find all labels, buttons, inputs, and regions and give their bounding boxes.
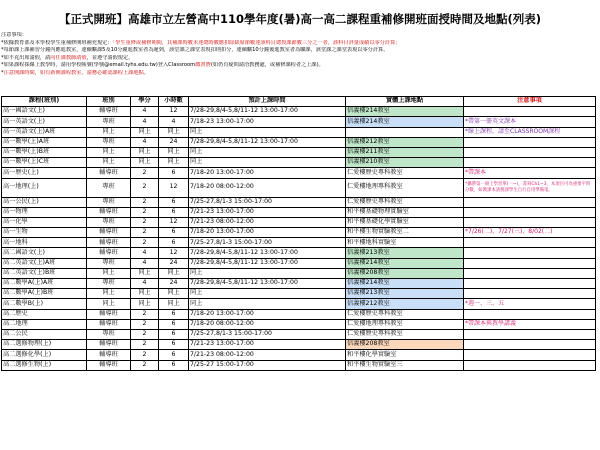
table-row (2, 238, 596, 248)
table-row (2, 107, 596, 117)
cell-note: *帶第一冊英文課本 (464, 117, 596, 127)
note-line (1, 70, 599, 78)
cell-note (464, 279, 596, 289)
cell-hours: 6 (159, 197, 189, 207)
cell-credit: 2 (131, 168, 159, 178)
cell-course: 高一物理 (2, 207, 87, 217)
cell-course: 高一數學(上)C班 (2, 158, 87, 168)
cell-course: 高二公民 (2, 329, 87, 339)
note-line-red: 「學生重修或補修期間，其補課時數未達總時數應扣除缺席節數達該科目總授課節數三分之一者，該科目評量成績以零分計算」 (112, 39, 401, 46)
cell-hours: 同上 (159, 299, 189, 309)
cell-type: 專班 (87, 178, 131, 197)
cell-type: 輔導班 (87, 340, 131, 350)
cell-course: 高二地理 (2, 319, 87, 329)
cell-time: 7/18-20 13:00-17:00 (189, 168, 346, 178)
cell-hours: 12 (159, 217, 189, 227)
table-row (2, 147, 596, 157)
cell-hours: 6 (159, 340, 189, 350)
page-title: 【正式開班】高雄市立左營高中110學年度(暑)高一高二課程重補修開班面授時間及地點(列表) (58, 12, 542, 26)
cell-time: 7/28-29,8/4-5,8/11-12 13:00-17:00 (189, 279, 346, 289)
table-row (2, 228, 596, 238)
cell-type: 同上 (87, 268, 131, 278)
cell-location: 信義樓208教室 (346, 340, 464, 350)
header-hours: 小時數 (159, 97, 189, 107)
cell-course: 高一公民(上) (2, 197, 87, 207)
cell-location: 信義樓213教室 (346, 248, 464, 258)
table-row (2, 207, 596, 217)
cell-course: 高一數學(上)A班 (2, 137, 87, 147)
cell-type: 同上 (87, 289, 131, 299)
note-line-red: 向任課教師請假 (50, 54, 87, 61)
cell-hours: 同上 (159, 127, 189, 137)
cell-location: 信義樓208教室 (346, 268, 464, 278)
cell-time: 7/28-29,8/4-5,8/11-12 13:00-17:00 (189, 137, 346, 147)
cell-credit: 2 (131, 329, 159, 339)
cell-type: 同上 (87, 158, 131, 168)
cell-course: 高二數學B(上) (2, 299, 87, 309)
table-row (2, 319, 596, 329)
cell-hours: 6 (159, 329, 189, 339)
cell-note: *7/26(二)、7/27(三)、8/02(二) (464, 228, 596, 238)
cell-hours: 6 (159, 360, 189, 370)
cell-hours: 同上 (159, 158, 189, 168)
cell-hours: 24 (159, 137, 189, 147)
table-row (2, 127, 596, 137)
cell-credit: 4 (131, 107, 159, 117)
table-row (2, 299, 596, 309)
cell-location: 和平樓基礎化學實驗室 (346, 217, 464, 227)
cell-time: 7/25-27,8/1-3 15:00-17:00 (189, 197, 346, 207)
cell-course: 高二英語文(上)B班 (2, 268, 87, 278)
cell-location: 和平樓生物實驗教室二 (346, 228, 464, 238)
cell-note (464, 329, 596, 339)
cell-course: 高一國語文(上) (2, 107, 87, 117)
cell-time: 7/25-27,8/1-3 15:00-17:00 (189, 238, 346, 248)
cell-location: 和平樓生物實驗室三 (346, 360, 464, 370)
cell-type: 專班 (87, 117, 131, 127)
cell-time: 7/21-23 08:00-12:00 (189, 217, 346, 227)
header-location: 實體上課地點 (346, 97, 464, 107)
cell-course: 高二選修物理(上) (2, 340, 87, 350)
cell-type: 輔導班 (87, 228, 131, 238)
cell-time: 同上 (189, 158, 346, 168)
table-row (2, 329, 596, 339)
cell-hours: 12 (159, 178, 189, 197)
cell-note (464, 147, 596, 157)
table-row (2, 197, 596, 207)
cell-location: 信義樓214教室 (346, 279, 464, 289)
cell-location: 仁愛樓歷史專科教室 (346, 309, 464, 319)
cell-hours: 6 (159, 350, 189, 360)
cell-location: 信義樓214教室 (346, 117, 464, 127)
table-row (2, 248, 596, 258)
cell-hours: 12 (159, 107, 189, 117)
cell-time: 同上 (189, 147, 346, 157)
note-line-red: 注意開課時間，如有新開課程教室，請務必確認課程上課地點。 (3, 69, 149, 76)
note-line-prefix: *如果課程採線上教學時，請用學校帳號(學號@email.tyhs.edu.tw)登入Classroom (1, 62, 196, 69)
cell-course: 高二選修生物(上) (2, 360, 87, 370)
note-line-prefix: *依據教育部及本學校學生重補修開班補充規定： (1, 39, 113, 46)
cell-type: 專班 (87, 329, 131, 339)
cell-note (464, 207, 596, 217)
cell-location: 仁愛樓地理專科教室 (346, 319, 464, 329)
cell-course: 高一數學(上)B班 (2, 147, 87, 157)
cell-location: 信義樓211教室 (346, 147, 464, 157)
cell-type: 輔導班 (87, 350, 131, 360)
cell-time: 同上 (189, 289, 346, 299)
cell-course: 高二英語文(上)A班 (2, 258, 87, 268)
table-row (2, 217, 596, 227)
cell-hours: 6 (159, 319, 189, 329)
cell-type: 輔導班 (87, 309, 131, 319)
cell-note (464, 137, 596, 147)
cell-time: 7/18-20 13:00-17:00 (189, 228, 346, 238)
cell-time: 7/18-20 13:00-17:00 (189, 309, 346, 319)
cell-location: 信義樓212教室 (346, 137, 464, 147)
cell-location: 和平樓基礎物理實驗室 (346, 207, 464, 217)
cell-type: 同上 (87, 127, 131, 137)
cell-note (464, 289, 596, 299)
cell-credit: 2 (131, 360, 159, 370)
cell-course: 高二歷史 (2, 309, 87, 319)
cell-credit: 4 (131, 137, 159, 147)
cell-time: 同上 (189, 127, 346, 137)
cell-course: 高一化學 (2, 217, 87, 227)
cell-type: 專班 (87, 197, 131, 207)
cell-note (464, 238, 596, 248)
cell-credit: 2 (131, 207, 159, 217)
cell-course: 高二選修化學(上) (2, 350, 87, 360)
cell-type: 同上 (87, 299, 131, 309)
cell-hours: 6 (159, 228, 189, 238)
cell-course: 高一英語文(上) (2, 117, 87, 127)
note-line (1, 62, 599, 70)
cell-course: 高一生物 (2, 228, 87, 238)
table-row (2, 137, 596, 147)
cell-course: 高一歷史(上) (2, 168, 87, 178)
cell-credit: 同上 (131, 158, 159, 168)
table-row (2, 268, 596, 278)
cell-hours: 6 (159, 207, 189, 217)
schedule-rows (2, 107, 596, 371)
cell-note: *帶課本與教學講義 (464, 319, 596, 329)
cell-location: 信義樓210教室 (346, 158, 464, 168)
cell-note (464, 340, 596, 350)
cell-location: 仁愛樓歷史專科教室 (346, 197, 464, 207)
cell-type: 同上 (87, 147, 131, 157)
header-credit: 學分 (131, 97, 159, 107)
cell-type: 專班 (87, 217, 131, 227)
cell-note: *帶課本 (464, 168, 596, 178)
table-row (2, 309, 596, 319)
cell-hours: 6 (159, 238, 189, 248)
cell-note (464, 107, 596, 117)
cell-location: 仁愛樓歷史專科教室 (346, 329, 464, 339)
cell-credit: 2 (131, 238, 159, 248)
cell-time: 7/21-23 13:00-17:00 (189, 340, 346, 350)
cell-note (464, 360, 596, 370)
table-row (2, 117, 596, 127)
cell-type: 專班 (87, 258, 131, 268)
cell-location: 仁愛樓歷史專科教室 (346, 168, 464, 178)
cell-type: 專班 (87, 137, 131, 147)
cell-time: 7/25-27,8/1-3 15:00-17:00 (189, 329, 346, 339)
cell-hours: 12 (159, 248, 189, 258)
cell-course: 高一英語文(上)A班 (2, 127, 87, 137)
cell-time: 7/21-23 08:00-12:00 (189, 350, 346, 360)
cell-hours: 6 (159, 168, 189, 178)
cell-credit: 2 (131, 319, 159, 329)
cell-hours: 6 (159, 309, 189, 319)
cell-credit: 4 (131, 258, 159, 268)
cell-credit: 2 (131, 178, 159, 197)
header-notes: 注意事項 (464, 97, 596, 107)
note-line-prefix: *每節課上課補習分鐘內應進教室，連續曠課5及10分鐘進教室者為遲到，該堂課之課堂表現扣則扣分，連續曠10分鐘後進教室者為曠課，該堂課之課堂表現以零分計算。 (1, 47, 389, 54)
cell-time: 7/18-23 13:00-17:00 (189, 117, 346, 127)
note-line (1, 40, 599, 48)
cell-location: 和平樓地科實驗室 (346, 238, 464, 248)
cell-type: 輔導班 (87, 319, 131, 329)
cell-note (464, 309, 596, 319)
table-row (2, 350, 596, 360)
cell-credit: 2 (131, 228, 159, 238)
cell-hours: 同上 (159, 147, 189, 157)
table-row (2, 168, 596, 178)
cell-hours: 24 (159, 258, 189, 268)
cell-credit: 4 (131, 117, 159, 127)
header-type: 班別 (87, 97, 131, 107)
cell-course: 高二數學A(上)B班 (2, 289, 87, 299)
table-row (2, 158, 596, 168)
table-row (2, 360, 596, 370)
schedule-table (1, 96, 596, 371)
cell-note (464, 350, 596, 360)
cell-note: *線上課程，請至CLASSROOM課程 (464, 127, 596, 137)
table-row (2, 340, 596, 350)
cell-credit: 同上 (131, 299, 159, 309)
cell-credit: 2 (131, 217, 159, 227)
cell-location: 信義樓214教室 (346, 258, 464, 268)
notes-section (1, 32, 599, 78)
table-row (2, 289, 596, 299)
cell-time: 7/18-20 08:00-12:00 (189, 319, 346, 329)
cell-time: 7/28-29,8/4-5,8/11-12 13:00-17:00 (189, 107, 346, 117)
cell-hours: 4 (159, 117, 189, 127)
cell-credit: 4 (131, 248, 159, 258)
cell-note: *攜帶第一冊上學習單(一~)，書寫Ch1~3，本項目可為重要平時分數，如教課本請務課學生自行自用準備電。 (464, 178, 596, 197)
table-row (2, 258, 596, 268)
note-line-suffix: (如仍有疑問請洽教務處，或補修課程者之上課)。 (210, 62, 324, 69)
cell-credit: 同上 (131, 268, 159, 278)
cell-time: 7/25-27 15:00-17:00 (189, 360, 346, 370)
note-line-prefix: *如不克出席請假，請 (1, 54, 51, 61)
note-line (1, 55, 599, 63)
cell-credit: 同上 (131, 127, 159, 137)
cell-course: 高一地理(上) (2, 178, 87, 197)
cell-location: 仁愛樓地理專科教室 (346, 178, 464, 197)
note-line-red: 繳書費 (195, 62, 211, 69)
cell-location: 信義樓213教室 (346, 289, 464, 299)
cell-time: 7/28-29,8/4-5,8/11-12 13:00-17:00 (189, 258, 346, 268)
cell-course: 高二數學A(上)A班 (2, 279, 87, 289)
table-row (2, 279, 596, 289)
note-line (1, 47, 599, 55)
cell-note (464, 248, 596, 258)
note-line-suffix: ，並遵守請假規定。 (86, 54, 134, 61)
header-course: 課程(班別) (2, 97, 87, 107)
header-time: 預計上課時間 (189, 97, 346, 107)
cell-type: 輔導班 (87, 207, 131, 217)
cell-hours: 同上 (159, 289, 189, 299)
cell-location (346, 127, 464, 137)
notes-heading: 注意事項： (1, 32, 27, 38)
cell-note (464, 268, 596, 278)
cell-time: 同上 (189, 268, 346, 278)
cell-time: 同上 (189, 299, 346, 309)
cell-time: 7/18-20 08:00-12:00 (189, 178, 346, 197)
table-row (2, 178, 596, 197)
table-header-row (2, 97, 596, 107)
cell-type: 輔導班 (87, 248, 131, 258)
cell-hours: 同上 (159, 268, 189, 278)
cell-note (464, 197, 596, 207)
cell-note (464, 217, 596, 227)
cell-credit: 2 (131, 350, 159, 360)
cell-type: 輔導班 (87, 360, 131, 370)
cell-credit: 同上 (131, 147, 159, 157)
note-line-prefix: * (1, 69, 4, 76)
cell-location: 信義樓212教室 (346, 299, 464, 309)
cell-hours: 24 (159, 279, 189, 289)
cell-type: 輔導班 (87, 168, 131, 178)
cell-credit: 2 (131, 197, 159, 207)
cell-type: 輔導班 (87, 238, 131, 248)
cell-time: 7/28-29,8/4-5,8/11-12 13:00-17:00 (189, 248, 346, 258)
cell-note: *週一、三、五 (464, 299, 596, 309)
cell-location: 信義樓214教室 (346, 107, 464, 117)
cell-course: 高一地科 (2, 238, 87, 248)
cell-type: 專班 (87, 279, 131, 289)
cell-credit: 4 (131, 279, 159, 289)
cell-course: 高二國語文(上) (2, 248, 87, 258)
cell-credit: 2 (131, 309, 159, 319)
cell-location: 和平樓化學實驗室 (346, 350, 464, 360)
cell-credit: 同上 (131, 289, 159, 299)
cell-type: 輔導班 (87, 107, 131, 117)
cell-credit: 2 (131, 340, 159, 350)
notes-lines (1, 40, 599, 78)
cell-note (464, 258, 596, 268)
cell-time: 7/21-23 13:00-17:00 (189, 207, 346, 217)
cell-note (464, 158, 596, 168)
